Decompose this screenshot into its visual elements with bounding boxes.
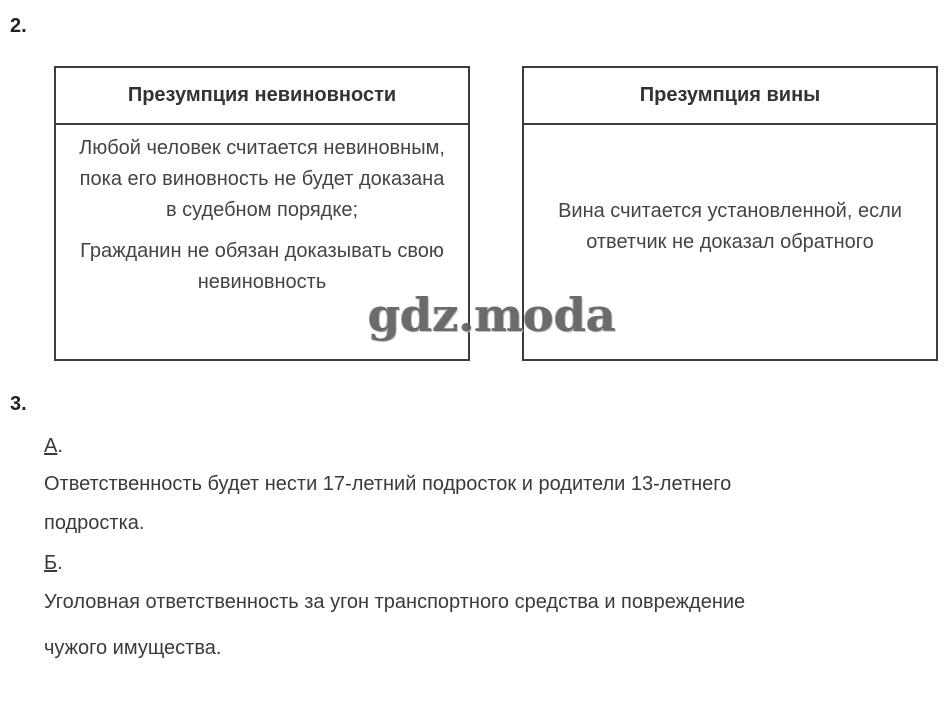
innocence-paragraph-2: Гражданин не обязан доказывать свою невиновность (80, 240, 444, 293)
answer-a-letter: А (44, 435, 58, 457)
task-number-3: 3. (10, 393, 27, 415)
presumption-guilt-title: Презумпция вины (524, 68, 936, 125)
answer-a-punct: . (57, 435, 63, 457)
answer-a-label (44, 432, 63, 460)
answer-b-letter: Б (44, 552, 58, 574)
innocence-paragraph-1: Любой человек считается невиновным, пока его виновность не будет доказана в судебном порядке; (79, 137, 445, 221)
task-number-2: 2. (10, 15, 27, 37)
answer-b-label (44, 549, 63, 577)
answer-b-line-2: чужого имущества. (44, 637, 222, 659)
watermark-logo: gdz.moda (368, 288, 616, 342)
answer-a-line-1: Ответственность будет нести 17-летний подросток и родители 13-летнего (44, 473, 732, 495)
answer-b-line-1: Уголовная ответственность за угон транспортного средства и повреждение (44, 591, 746, 613)
answer-a-line-2: подростка. (44, 512, 145, 534)
answer-b-punct: . (57, 552, 63, 574)
presumption-innocence-title: Презумпция невиновности (56, 68, 468, 125)
guilt-paragraph-1: Вина считается установленной, если ответчик не доказал обратного (558, 200, 902, 253)
